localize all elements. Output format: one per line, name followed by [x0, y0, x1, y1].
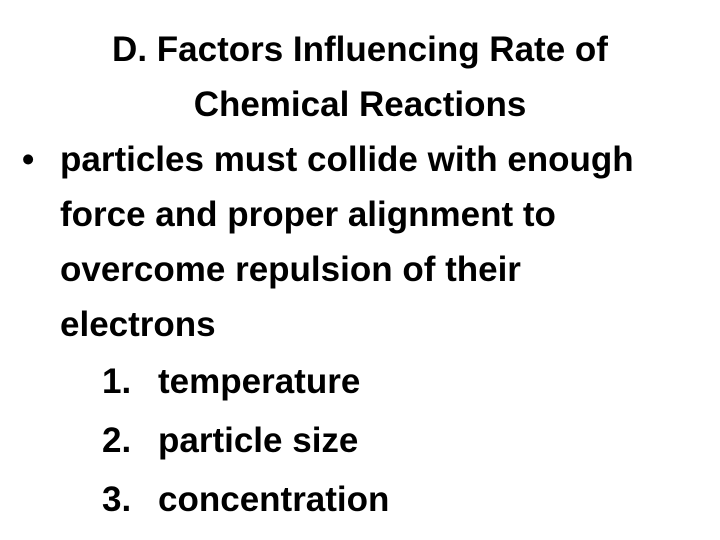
list-item [102, 411, 712, 470]
bullet-text-line-3: overcome repulsion of their [60, 250, 521, 289]
list-item-label: particle size [158, 421, 359, 460]
bullet-item [22, 132, 712, 352]
list-item-number: 1. [102, 362, 132, 401]
list-item-number: 3. [102, 480, 132, 519]
bullet-icon: • [22, 140, 35, 179]
list-item [102, 352, 712, 411]
list-item-label: concentration [158, 480, 390, 519]
bullet-text-line-4: electrons [60, 305, 216, 344]
bullet-text-line-1: particles must collide with enough [60, 140, 634, 179]
title-line-2: Chemical Reactions [193, 85, 527, 124]
slide-title [0, 22, 720, 132]
list-item [102, 470, 712, 529]
factor-list [102, 352, 712, 529]
list-item-number: 2. [102, 421, 132, 460]
list-item-label: temperature [158, 362, 361, 401]
slide-body [22, 132, 712, 529]
bullet-text-line-2: force and proper alignment to [60, 195, 556, 234]
title-line-1: D. Factors Influencing Rate of [112, 30, 608, 69]
